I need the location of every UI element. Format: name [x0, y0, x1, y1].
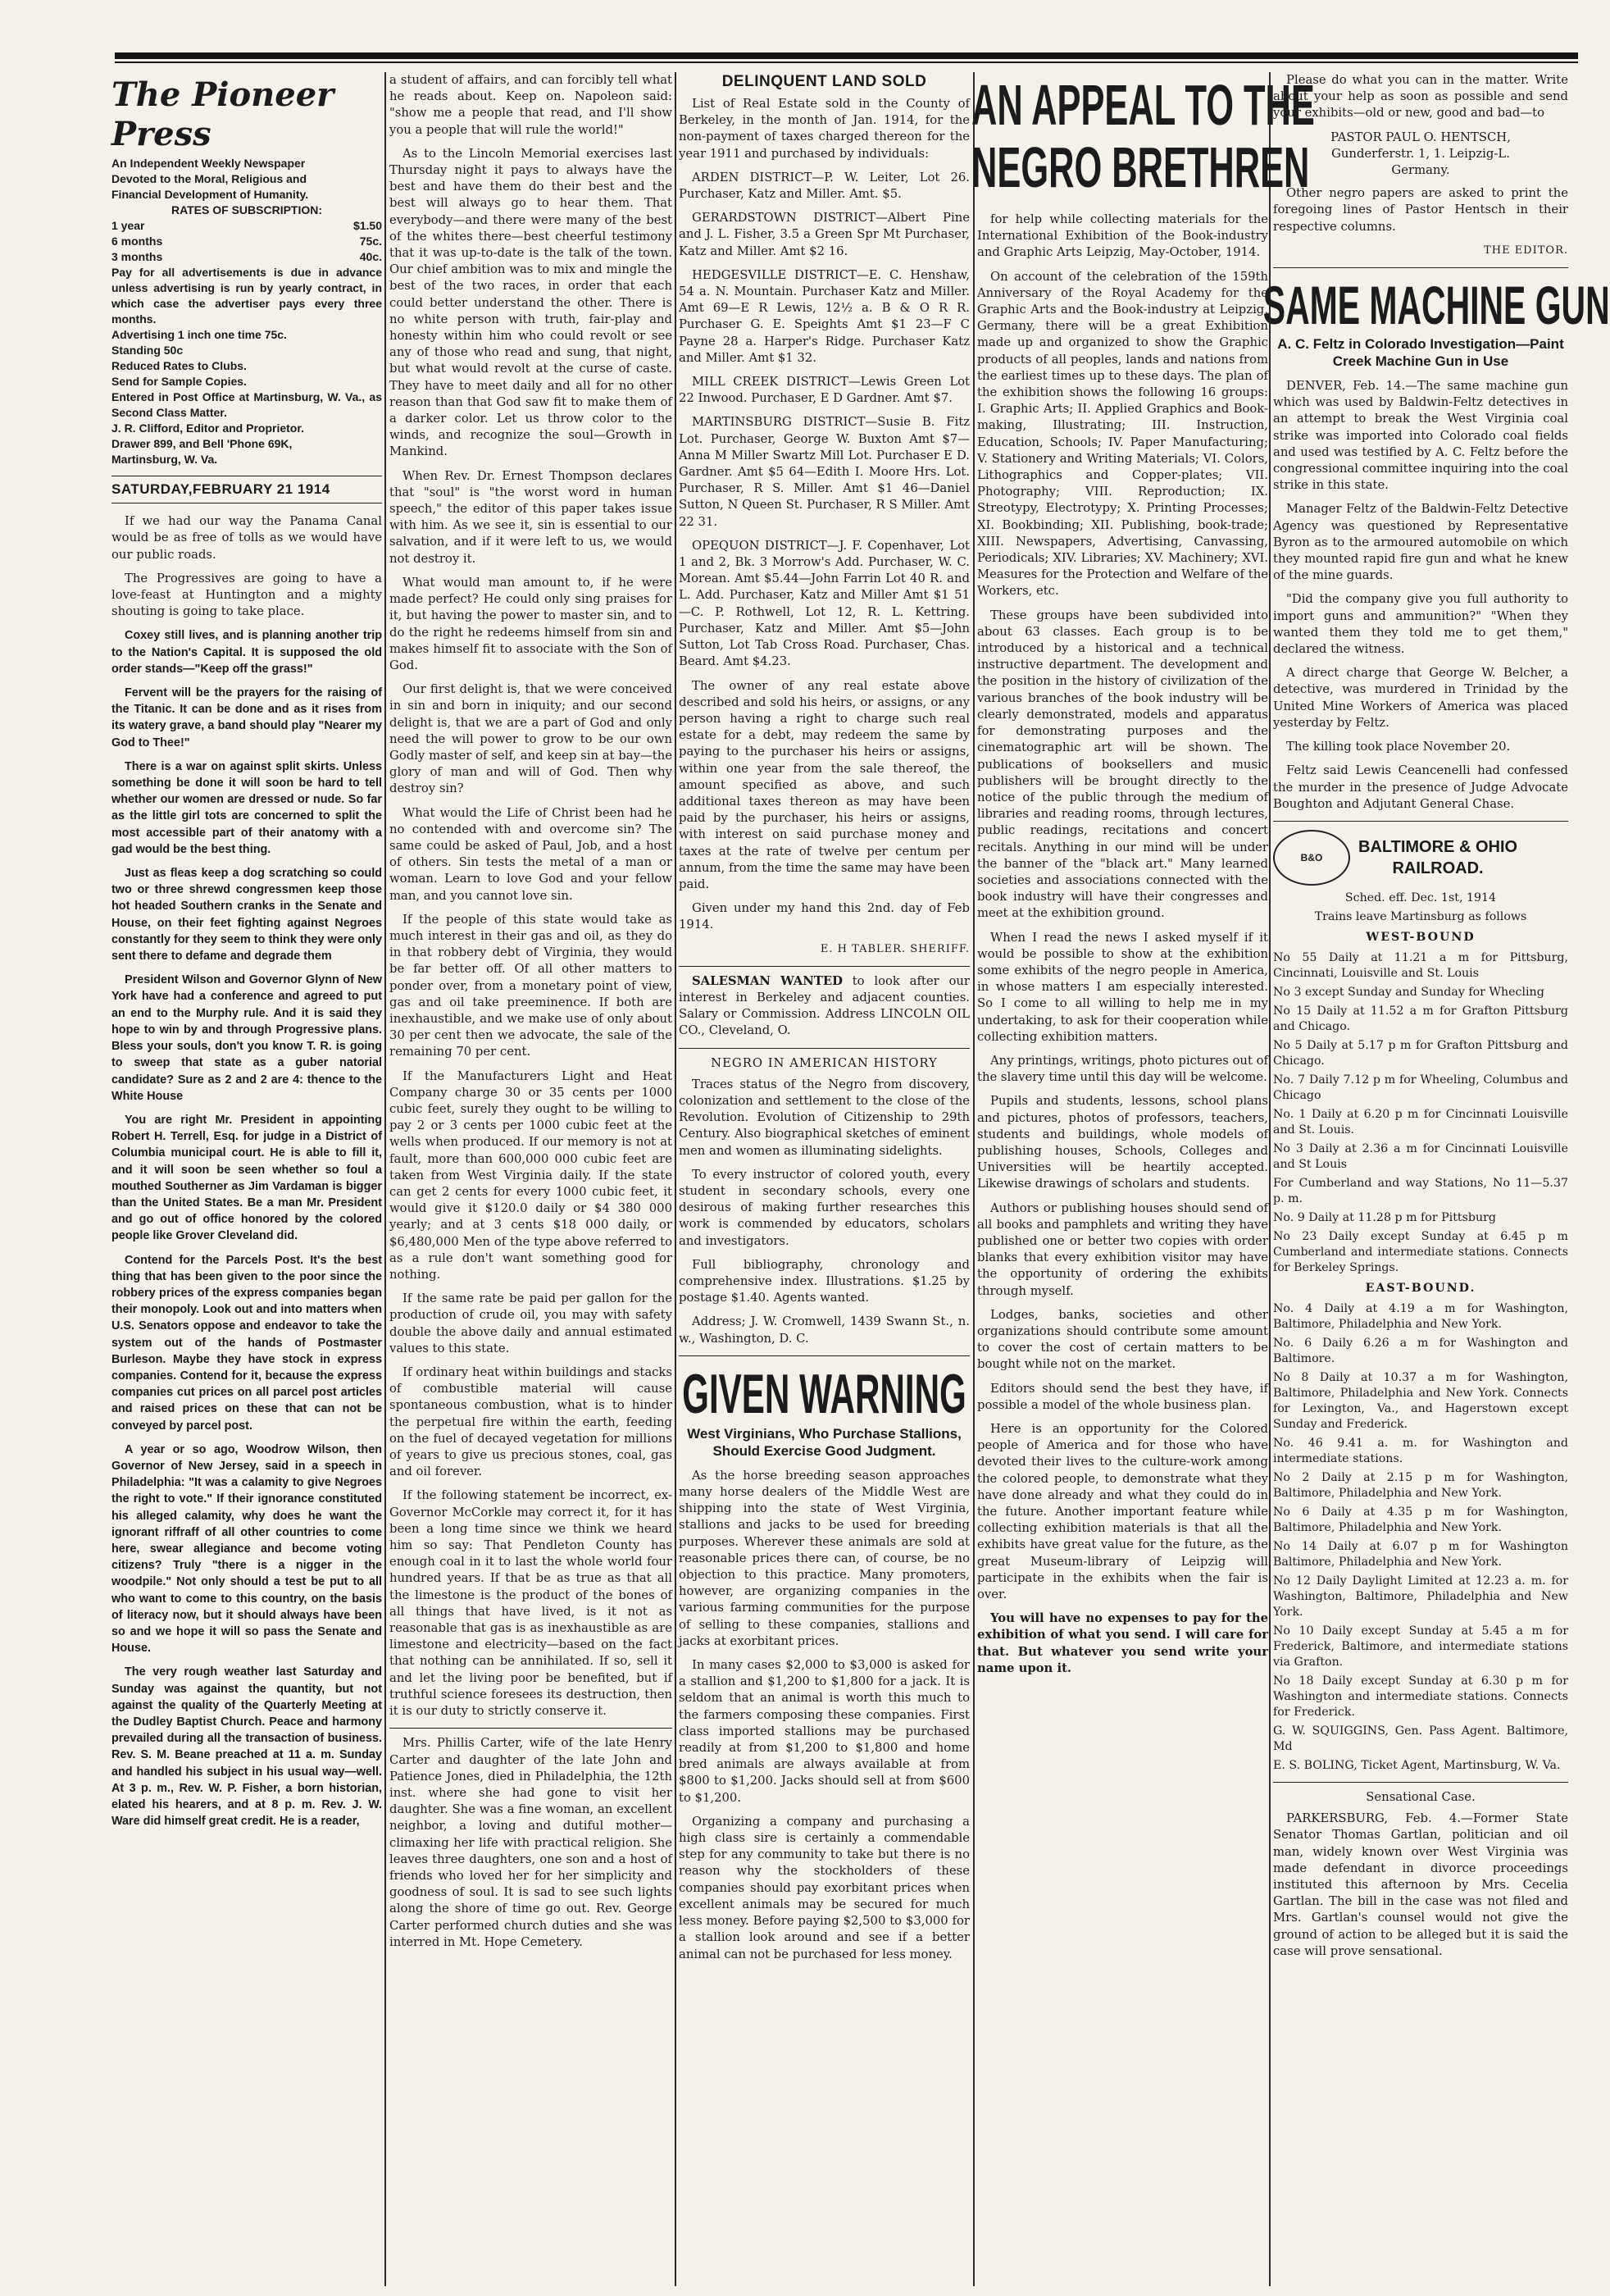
schedule-line: For Cumberland and way Stations, No 11—5.37 p. m.	[1273, 1176, 1568, 1205]
divider	[679, 966, 970, 967]
pastor-country: Germany.	[1391, 163, 1450, 178]
schedule-line: No 15 Daily at 11.52 a m for Grafton Pittsburg and Chicago.	[1273, 1004, 1568, 1033]
article-paragraph: As to the Lincoln Memorial exercises last Thursday night it pays to always have the best and have them do their best and the best will always go to hear them. That everybody—and there were many of the best of the whites there—best cheerful testimony that it was up-to-date is the talk of the town. Our chief ambition was to mix and mingle the best of the two races, in order that each could better understand the other. There is no white person with truth, fair-play and honesty within him who could revolt or see any of those who read and sung, that night, but what would revolt at the curse of caste. They have to meet daily and all for no other reason than that God saw fit to make them of a darker color. Let us throw color to the winds, and recognize the soul—Growth in Mankind.	[389, 146, 672, 459]
schedule-line: No. 7 Daily 7.12 p m for Wheeling, Columbus and Chicago	[1273, 1073, 1568, 1102]
editorial-paragraph: Contend for the Parcels Post. It's the best thing that has been given to the poor since the robbery prices of the express companies began their monopoly. Look out and into matters when U.S. Senators oppose and endeavor to take the system out of the hands of Postmaster Burleson. Maybe they have stock in express companies. Contend for it, because the express companies cut prices on all parcel post articles and raised prices on these that can not be conveyed by parcel post.	[111, 1253, 382, 1433]
top-rule	[115, 52, 1578, 59]
dateline: SATURDAY,FEBRUARY 21 1914	[111, 476, 382, 503]
divider	[679, 1355, 970, 1356]
schedule-intro: Trains leave Martinsburg as follows	[1314, 909, 1527, 923]
schedule-line: No 3 Daily at 2.36 a m for Cincinnati Louisville and St Louis	[1273, 1141, 1568, 1171]
railroad-logo	[1273, 830, 1568, 886]
history-paragraph: To every instructor of colored youth, every student in secondary schools, every one desirous of making further researches this work is commended by educators, scholars and investigators.	[679, 1167, 970, 1248]
salesman-headline: SALESMAN WANTED	[692, 973, 843, 988]
editorial-paragraph: There is a war on against split skirts. Unless something be done it will soon be hard to tell whether our women are dressed or nude. So far as the little girl tots are concerned to split the most accessible part of their anatomy with a gad would be the best thing.	[111, 759, 382, 856]
appeal-paragraph: You will have no expenses to pay for the exhibition of what you send. I will care for that. But whatever you send write your name upon it.	[977, 1611, 1268, 1675]
machine-gun-subhead: A. C. Feltz in Colorado Investigation—Paint Creek Machine Gun in Use	[1277, 336, 1564, 370]
warning-paragraph: As the horse breeding season approaches many horse dealers of the Middle West are shipping into the state of West Virginia, stallions and jacks to be used for breeding purposes. Wherever these animals are sold at reasonable prices there can, of course, be no objection to this practice. Many promoters, however, are organizing companies in the various farming communities for the purpose of selling to these companies, stallions and jacks at exorbitant prices.	[679, 1468, 970, 1648]
column-rule	[1269, 72, 1271, 2286]
machine-gun-paragraph: DENVER, Feb. 14.—The same machine gun which was used by Baldwin-Feltz detectives in an attempt to break the West Virginia coal strike was imported into Colorado coal fields and used was testified by A. C. Feltz before the congressional committee inquiring into the coal strike in this state.	[1273, 379, 1568, 493]
schedule-line: No. 1 Daily at 6.20 p m for Cincinnati Louisville and St. Louis.	[1273, 1107, 1568, 1137]
column-1	[111, 72, 382, 1837]
schedule-line: No 23 Daily except Sunday at 6.45 p m Cumberland and intermediate stations. Connects for Berkeley Springs.	[1273, 1229, 1568, 1274]
editorial-paragraph: Coxey still lives, and is planning another trip to the Nation's Capital. It is supposed the old order stands—"Keep off the grass!"	[111, 629, 382, 676]
other-papers-note: Other negro papers are asked to print the foregoing lines of Pastor Hentsch in their respective columns.	[1273, 186, 1568, 234]
column-rule	[384, 72, 386, 2286]
appeal-paragraph: Any printings, writings, photo pictures out of the slavery time until this day will be welcome.	[977, 1053, 1268, 1085]
divider	[679, 1048, 970, 1049]
machine-gun-paragraph: Feltz said Lewis Ceancenelli had confessed the murder in the presence of Judge Advocate Boughton and Adjutant General Chase.	[1273, 763, 1568, 811]
column-rule	[973, 72, 975, 2286]
appeal-paragraph: Editors should send the best they have, if possible a model of the whole business plan.	[977, 1381, 1268, 1412]
masthead-line: An Independent Weekly Newspaper	[111, 157, 306, 170]
column-5	[1262, 72, 1610, 1967]
railroad-name: BALTIMORE & OHIO RAILROAD.	[1358, 837, 1518, 877]
editorial-paragraph: Fervent will be the prayers for the raising of the Titanic. It can be done and as it rises from its watery grave, a band should play "Nearer my God to Thee!"	[111, 686, 382, 749]
column-2	[389, 72, 672, 1958]
schedule-line: No. 6 Daily 6.26 a m for Washington and Baltimore.	[1273, 1336, 1568, 1365]
divider	[1273, 1782, 1568, 1783]
editorial-paragraph: President Wilson and Governor Glynn of New York have had a conference and agreed to put an end to the Murphy rule. And it is said they hope to win by and through Progressive plans. Bless your souls, don't you know T. R. is going to sweep that state as a guber natorial candidate? Sure as 2 and 2 are 4: thence to the White House	[111, 973, 382, 1103]
article-paragraph: If the following statement be incorrect, ex-Governor McCorkle may correct it, for it has been a long time since we think we heard him so say: That Pendleton County has enough coal in it to last the whole world four hundred years. If that be as true as that all the limestone is the product of the bones of all things that have lived, is it not as reasonable that gas is as inexhaustible as are limestone and electricity—based on the fact that nothing can be annihilated. If so, sell it and let the living poor be benefited, but if truthful science foresees its destruction, then it is our duty to strictly conserve it.	[389, 1488, 672, 1719]
schedule-line: No. 46 9.41 a. m. for Washington and intermediate stations.	[1273, 1436, 1568, 1465]
given-warning-subhead: West Virginians, Who Purchase Stallions, Should Exercise Good Judgment.	[687, 1425, 962, 1459]
schedule-line: No. 9 Daily at 11.28 p m for Pittsburg	[1273, 1210, 1496, 1224]
sensational-paragraph: PARKERSBURG, Feb. 4.—Former State Senator Thomas Gartlan, politician and oil man, widely known over West Virginia was made defendant in divorce proceedings instituted this afternoon by Mrs. Cecelia Gartlan. The bill in the case was not filed and Mrs. Gartlan's counsel would not give the ground of action to be alleged but it is said the case will prove sensational.	[1273, 1811, 1568, 1958]
land-paragraph: MILL CREEK DISTRICT—Lewis Green Lot 22 Inwood. Purchaser, E D Gardner. Amt $7.	[679, 375, 970, 406]
machine-gun-paragraph: "Did the company give you full authority to import guns and ammunition?" "When they wanted them they told me to get them," declared the witness.	[1273, 592, 1568, 657]
appeal-headline-line1: AN APPEAL TO THE	[971, 73, 1315, 137]
history-headline: NEGRO IN AMERICAN HISTORY	[711, 1055, 938, 1070]
editorial-paragraph: You are right Mr. President in appointing Robert H. Terrell, Esq. for judge in a District of Columbia municipal court. He is able to fill it, and it will soon be seen whether so foul a mouthed Southerner as Jim Vardaman is bigger than the United States. Be a man Mr. President and go out of office honored by the colored people like Grover Cleveland did.	[111, 1113, 382, 1243]
rate-row: 3 months 40c.	[111, 250, 382, 263]
machine-gun-paragraph: A direct charge that George W. Belcher, a detective, was murdered in Trinidad by the United Mine Workers of America was placed yesterday by Feltz.	[1273, 666, 1568, 730]
masthead-title: The Pioneer Press	[111, 75, 334, 153]
schedule-line: No 14 Daily at 6.07 p m for Washington Baltimore, Philadelphia and New York.	[1273, 1539, 1568, 1569]
schedule-line: No. 4 Daily at 4.19 a m for Washington, Baltimore, Philadelphia and New York.	[1273, 1301, 1568, 1331]
appeal-paragraph: Lodges, banks, societies and other organizations should contribute some amount to cover the cost of certain matters to be bought while not on the market.	[977, 1307, 1268, 1372]
obituary-paragraph: Mrs. Phillis Carter, wife of the late Henry Carter and daughter of the late John and Patience Jones, died in Philadelphia, the 12th inst. where she had gone to visit her daughter. She was a fine woman, an excellent neighbor, a loving and dutiful mother—climaxing her life with practical religion. She leaves three daughters, one son and a host of friends who loved her for her simplicity and goodness of soul. It is sad to see such lights along the shore of time go out. Rev. George Carter performed church duties and she was interred in Mt. Hope Cemetery.	[389, 1736, 672, 1949]
masthead-line: Financial Development of Humanity.	[111, 188, 309, 201]
masthead-info	[111, 156, 382, 467]
article-paragraph: If the same rate be paid per gallon for the production of crude oil, you may with safety double the above daily and annual estimated values to this state.	[389, 1292, 672, 1355]
policy-line: Reduced Rates to Clubs.	[111, 359, 247, 372]
divider	[1273, 821, 1568, 822]
schedule-effective: Sched. eff. Dec. 1st, 1914	[1344, 891, 1497, 904]
top-rule-thin	[115, 61, 1578, 63]
appeal-paragraph: for help while collecting materials for the International Exhibition of the Book-industry and Graphic Arts Leipzig, May-October, 1914.	[977, 212, 1268, 260]
land-paragraph: ARDEN DISTRICT—P. W. Leiter, Lot 26. Purchaser, Katz and Miller. Amt. $5.	[679, 170, 970, 202]
masthead-line: Devoted to the Moral, Religious and	[111, 172, 307, 185]
land-paragraph: MARTINSBURG DISTRICT—Susie B. Fitz Lot. Purchaser, George W. Buxton Amt $7—Anna M Miller Swartz Mill Lot. Purchaser E D. Gardner. Amt $5 64—Edith I. Moore Hrs. Lot. Purchaser, R S. Miller. Amt $1 46—Daniel Sutton, N Queen St. Purchaser, R S Miller. Amt 22 31.	[679, 415, 970, 529]
policy-line: J. R. Clifford, Editor and Proprietor.	[111, 421, 304, 435]
appeal-paragraph: These groups have been subdivided into about 63 classes. Each group is to be introduced by a historical and a technical instructive department. The development and the position in the history of civilization of the various branches of the book industry will be clearly demonstrated, models and apparatus for demonstrating purposes and the cinematographic art will be shown. The publications of booksellers and music publishers will be brought directly to the notice of the public through the medium of libraries and reading rooms, through lectures, public readings, recitations and concert recitals. Anything in our mind will be under the banner of the "black art." Many learned societies and associations connected with the book industry will have their congresses and meet at the exhibition ground.	[977, 608, 1268, 921]
editorial-paragraph: Just as fleas keep a dog scratching so could two or three shrewd congressmen keep those hot headed Southern cranks in the Senate and House, on their feet fighting against Negroes constantly for they seem to think they were only sent there to defame and degrade them	[111, 867, 382, 963]
article-paragraph: If the people of this state would take as much interest in their gas and oil, as they do in that robbery debt of Virginia, they would be far better off. Of all other matters to ponder over, from a monetary point of view, gas and oil take preeminence. If both are inexhaustible, and we make use of only about 30 per cent then we advocate, the sale of the remaining 70 per cent.	[389, 912, 672, 1059]
article-paragraph: If the Manufacturers Light and Heat Company charge 30 or 35 cents per 1000 cubic feet, surely they ought to be willing to pay 2 or 3 cents per 1000 cubic feet at the wells when produced. If our memory is not at fault, more than 600,000 000 cubic feet are taken from West Virginia daily. If the state can get 2 cents for every 1000 cubic feet, it would give it $120.0 daily or $4 380 000 yearly; and at 3 cents $18 000 daily, or $6,480,000 Men of the type above referred to as a rule don't want something good for nothing.	[389, 1068, 672, 1282]
editorial-paragraph: The Progressives are going to have a love-feast at Huntington and a mighty shouting is going to take place.	[111, 571, 382, 619]
policy-line: Advertising 1 inch one time 75c.	[111, 328, 287, 341]
warning-paragraph: Organizing a company and purchasing a high class sire is certainly a commendable step for any community to take but there is no reason why the stockholders of these companies should pay exorbitant prices when excellent animals may be secured for much less money. Before paying $2,500 to $3,000 for a stallion look around and see if a better animal can not be purchased for less money.	[679, 1814, 970, 1961]
appeal-paragraph: When I read the news I asked myself if it would be possible to show at the exhibition some exhibits of the negro people in America, in whose matters I am especially interested. So I come to all willing to help me in my undertaking, to ask for their cooperation while collecting exhibition matters.	[977, 930, 1268, 1044]
warning-paragraph: In many cases $2,000 to $3,000 is asked for a stallion and $1,200 to $1,800 for a jack. It is seldom that an animal is worth this much to the farmers composing these companies. First class imported stallions may be purchased readily at from $1,200 to $1,800 and home bred animals are always available at from $800 to $1,200. Jacks should sell at from $600 to $1,200.	[679, 1658, 970, 1805]
appeal-paragraph: On account of the celebration of the 159th Anniversary of the Royal Academy for the Graphic Arts and the Book-industry at Leipzig, Germany, there will be a great Exhibition made up and organized to show the Graphic products of all peoples, lands and nations from the earliest times up to these days. The plan of the exhibition shows the following 16 groups: I. Graphic Arts; II. Applied Graphics and Book-making, Illustrating; III. Instruction, Education, Schools; IV. Paper Manufacturing; V. Stationery and Writing Materials; VI. Colors, Lithographics and Copper-plates; VII. Photography; VIII. Reproduction; IX. Streotypy, Electrotypy; X. Printing Processes; XI. Bookbinding; XII. Publishing, book-trade; XIII. Newspapers, Advertising, Canvassing, Periodicals; XIV. Libraries; XV. Machinery; XVI. Measures for the Protection and Welfare of the Workers, etc.	[977, 269, 1268, 599]
machine-gun-paragraph: Manager Feltz of the Baldwin-Feltz Detective Agency was questioned by Representative Byron as to the armoured automobile on which they mounted rapid fire gun and what he knew of the mine guards.	[1273, 502, 1568, 583]
rates-heading: RATES OF SUBSCRIPTION:	[171, 203, 323, 216]
sensational-headline: Sensational Case.	[1366, 1789, 1476, 1804]
land-paragraph: GERARDSTOWN DISTRICT—Albert Pine and J. L. Fisher, 3.5 a Green Spr Mt Purchaser, Katz and Miller. Amt $2 16.	[679, 211, 970, 258]
editorial-paragraph: The very rough weather last Saturday and Sunday was against the quantity, but not against the quality of the Quarterly Meeting at the Dudley Baptist Church. Peace and harmony prevailed during all the transaction of business. Rev. S. M. Beane preached at 11 a. m. Sunday and handled his subject in his usual way—well. At 3 p. m., Rev. W. P. Fisher, a born historian, elated his hearers, and at 8 p. m. Rev. J. W. Ware did himself great credit. He is a reader,	[111, 1665, 382, 1829]
article-paragraph: What would the Life of Christ been had he no contended with and overcome sin? The same could be asked of Paul, Job, and a host of others. Sin tests the metal of a man or woman. Learn to love God and your fellow man, and you cannot love sin.	[389, 805, 672, 903]
land-paragraph: Given under my hand this 2nd. day of Feb 1914.	[679, 901, 970, 932]
appeal-paragraph: Authors or publishing houses should send of all books and pamphlets and writing they have published one or better two copies with order blanks that every exhibition visitor may have the opportunity of ordering the exhibits through myself.	[977, 1200, 1268, 1298]
railroad-emblem-icon: B&O	[1273, 830, 1350, 886]
article-paragraph: a student of affairs, and can forcibly tell what he reads about. Keep on. Napoleon said: "show me a people that read, and I'll show you a people that will rule the world!"	[389, 73, 672, 137]
appeal-paragraph: Here is an opportunity for the Colored people of America and for those who have devoted their lives to the culture-work among the colored people, to demonstrate what they have done already and what they could do in the future. Another important feature while collecting exhibition materials is that all the exhibits have great value for the future, as the great Museum-library of Leipzig will participate in the exhibits when the fair is over.	[977, 1422, 1268, 1602]
schedule-line: No 5 Daily at 5.17 p m for Grafton Pittsburg and Chicago.	[1273, 1038, 1568, 1068]
article-paragraph: Our first delight is, that we were conceived in sin and born in iniquity; and our second delight is, that we are a part of God and only need the will power to grow to be our own Godly master of self, and keep sin at bay—the glory of man and will of God. Then why destroy sin?	[389, 682, 672, 796]
appeal-paragraph: Pupils and students, lessons, school plans and pictures, photos of professors, teachers, students and buildings, whole models of publishing houses, Schools, Colleges and Universities will be heartily accepted. Likewise drawings of scholars and students.	[977, 1094, 1268, 1191]
column-rule	[675, 72, 676, 2286]
pastor-name: PASTOR PAUL O. HENTSCH,	[1330, 130, 1511, 144]
policy-line: Drawer 899, and Bell 'Phone 69K,	[111, 437, 293, 450]
column-3	[679, 72, 970, 1970]
divider	[389, 1728, 672, 1729]
column-4	[971, 72, 1315, 1684]
land-paragraph: HEDGESVILLE DISTRICT—E. C. Henshaw, 54 a. N. Mountain. Purchaser Katz and Miller. Amt 69—E R Lewis, 12½ a. B & O R R. Purchaser G. E. Speights Amt $1 23—F C Payne 28 a. Harper's Ridge. Purchaser Katz and Miller. Amt $1 32.	[679, 267, 970, 365]
policy-line: Pay for all advertisements is due in advance unless advertising is run by yearly contract, in which case the advertiser pays every three months.	[111, 266, 382, 326]
salesman-ad: SALESMAN WANTED to look after our interest in Berkeley and adjacent counties. Salary or Commission. Address LINCOLN OIL CO., Cleveland, O.	[679, 973, 970, 1038]
eastbound-heading: EAST-BOUND.	[1365, 1281, 1476, 1295]
rate-row: 1 year $1.50	[111, 219, 382, 232]
article-paragraph: If ordinary heat within buildings and stacks of combustible material will cause spontaneous combustion, what is to hinder the perpetual fire within the earth, feeding on the fuel of decayed vegetation for millions of years to give us precious stones, coal, gas and oil forever.	[389, 1365, 672, 1479]
pastor-address: Gunderferstr. 1, 1. Leipzig-L.	[1331, 146, 1510, 161]
railroad-schedule	[1273, 891, 1568, 1774]
history-paragraph: Traces status of the Negro from discovery, colonization and settlement to the close of the Revolution. Evolution of Citizenship to 29th Century. Also biographical sketches of eminent men and women as illuminating sidelights.	[679, 1077, 970, 1158]
editorial-paragraph: If we had our way the Panama Canal would be as free of tolls as we would have our public roads.	[111, 514, 382, 562]
schedule-line: No 6 Daily at 4.35 p m for Washington, Baltimore, Philadelphia and New York.	[1273, 1505, 1568, 1534]
schedule-line: No 3 except Sunday and Sunday for Whecling	[1273, 985, 1544, 999]
sheriff-signature: E. H TABLER. SHERIFF.	[820, 942, 970, 955]
land-paragraph: List of Real Estate sold in the County of Berkeley, in the month of Jan. 1914, for the non-payment of taxes charged thereon for the year 1911 and purchased by individuals:	[679, 97, 970, 161]
editor-signature: THE EDITOR.	[1484, 244, 1568, 257]
appeal-headline-line2: NEGRO BRETHREN	[971, 135, 1310, 199]
schedule-line: No 12 Daily Daylight Limited at 12.23 a. m. for Washington, Baltimore, Philadelphia and New York.	[1273, 1574, 1568, 1619]
land-paragraph: The owner of any real estate above described and sold his heirs, or assigns, or any person having a right to charge such real estate for a debt, may redeem the same by paying to the purchaser his heirs or assigns, within one year from the sale thereof, the amount specified as above, and such additional taxes thereon as may have been paid by the purchaser, his heirs or assigns, with interest on said purchase money and taxes at the rate of twelve per centum per annum, from the time the same may have been paid.	[679, 678, 970, 891]
article-paragraph: When Rev. Dr. Ernest Thompson declares that "soul" is "the worst word in human speech," the editor of this paper takes issue with him. As we see it, sin is essential to our salvation, and if it were left to us, we would not destroy it.	[389, 468, 672, 566]
agent-line: E. S. BOLING, Ticket Agent, Martinsburg, W. Va.	[1273, 1758, 1561, 1772]
schedule-line: No 18 Daily except Sunday at 6.30 p m for Washington and intermediate stations. Connects for Frederick.	[1273, 1674, 1568, 1719]
rate-row: 6 months 75c.	[111, 235, 382, 248]
divider	[1273, 267, 1568, 268]
policy-line: Martinsburg, W. Va.	[111, 453, 218, 466]
agent-line: G. W. SQUIGGINS, Gen. Pass Agent. Baltimore, Md	[1273, 1724, 1568, 1753]
machine-gun-paragraph: The killing took place November 20.	[1286, 740, 1511, 754]
schedule-line: No 2 Daily at 2.15 p m for Washington, Baltimore, Philadelphia and New York.	[1273, 1470, 1568, 1500]
given-warning-headline: GIVEN WARNING	[682, 1362, 966, 1425]
schedule-line: No 55 Daily at 11.21 a m for Pittsburg, Cincinnati, Louisville and St. Louis	[1273, 950, 1568, 980]
land-paragraph: OPEQUON DISTRICT—J. F. Copenhaver, Lot 1 and 2, Bk. 3 Morrow's Add. Purchaser, W. C. Morean. Amt $5.44—John Farrin Lot 40 R. and L. Add. Purchaser, Katz and Miller Amt $1 51—C. P. Rothwell, Lot 12, R. L. Kettring. Purchaser, Katz and Miller. Amt $5—John Sutton, Lot Tab Cross Road. Purchaser, Chas. Beard. Amt $4.23.	[679, 538, 970, 669]
appeal-closing: Please do what you can in the matter. Write about your help as soon as possible and send your exhibits—old or new, good and bad—to	[1273, 73, 1568, 121]
policy-line: Entered in Post Office at Martinsburg, W. Va., as Second Class Matter.	[111, 390, 382, 419]
article-paragraph: What would man amount to, if he were made perfect? He could only sing praises for it, but having the power to master sin, and to do the right he redeems himself from sin and makes himself fit to associate with the Son of God.	[389, 575, 672, 672]
bold-editorials	[111, 627, 382, 1829]
westbound-heading: WEST-BOUND	[1366, 930, 1476, 944]
schedule-line: No 10 Daily except Sunday at 5.45 a m for Frederick, Baltimore, and intermediate stations via Grafton.	[1273, 1624, 1568, 1669]
delinquent-land-headline: DELINQUENT LAND SOLD	[721, 73, 927, 90]
policy-line: Send for Sample Copies.	[111, 375, 247, 388]
history-paragraph: Address; J. W. Cromwell, 1439 Swann St., n. w., Washington, D. C.	[679, 1314, 970, 1346]
schedule-line: No 8 Daily at 10.37 a m for Washington, Baltimore, Philadelphia and New York. Connects for Lexington, Va., and Hagerstown except Sunday and Frederick.	[1273, 1370, 1568, 1431]
history-paragraph: Full bibliography, chronology and comprehensive index. Illustrations. $1.25 by postage $1.40. Agents wanted.	[679, 1257, 970, 1305]
machine-gun-headline: SAME MACHINE GUN	[1262, 275, 1610, 336]
editorial-paragraph: A year or so ago, Woodrow Wilson, then Governor of New Jersey, said in a speech in Philadelphia: "It was a calamity to give Negroes the right to vote." If their ignorance constituted his alleged calamity, why does he want the ignorant riffraff of all other countries to come here, swear allegiance and become voting citizens? Truly "there is a nigger in the woodpile." Not only should a test be put to all who want to come to this country, on the basis of literacy now, but it should always have been so and we hope it will so pass the Senate and House.	[111, 1442, 382, 1656]
policy-line: Standing 50c	[111, 344, 184, 357]
